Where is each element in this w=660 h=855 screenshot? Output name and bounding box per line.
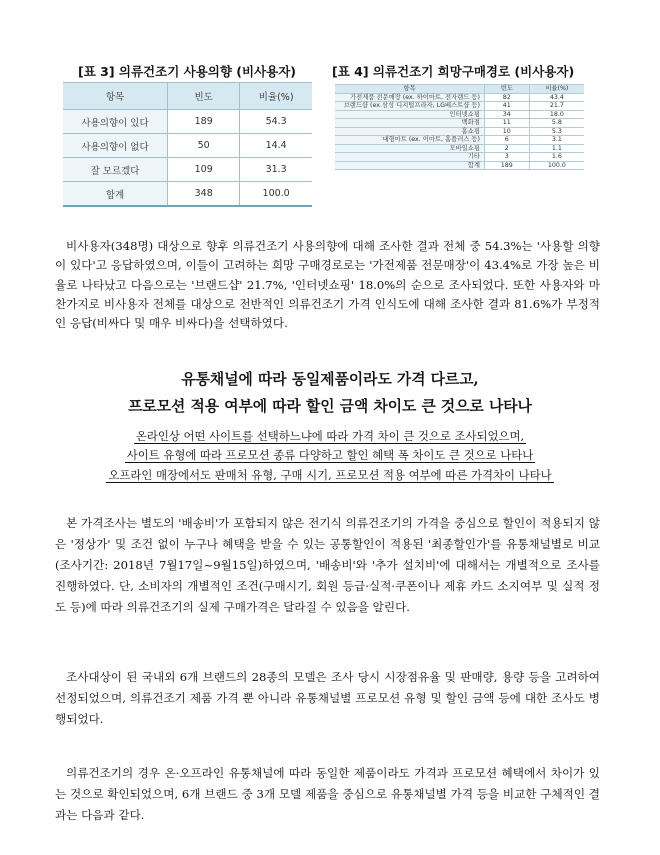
row-label: 사용의향이 있다 [63,110,168,134]
table4-caption: [표 4] 의류건조기 희망구매경로 (비사용자) [332,64,575,79]
row-label: 모바일쇼핑 [335,144,484,153]
percent-cell: 100.0 [529,161,584,170]
table-header-row [335,85,584,94]
table-header-row [63,83,312,110]
table-row [63,110,312,134]
percent-cell: 1.1 [529,144,584,153]
row-label: 인터넷쇼핑 [335,110,484,119]
row-label: 홈쇼핑 [335,127,484,136]
headline-line-2: 프로모션 적용 여부에 따라 할인 금액 차이도 큰 것으로 나타나 [128,398,532,415]
body-paragraph-4: 의류건조기의 경우 온·오프라인 유통채널에 따라 동일한 제품이라도 가격과 프로모션 혜택에서 차이가 있는 것으로 확인되었으며, 6개 브랜드 중 3개 모델 제품을 중심으로 유통채널별 가격 등을 비교한 구체적인 결과는 다음과 같다. [55,766,600,822]
percent-cell: 100.0 [240,182,312,207]
table-row [335,102,584,111]
table-row [335,153,584,162]
column-header: 항목 [63,83,168,110]
frequency-cell: 348 [168,182,240,207]
frequency-cell: 3 [484,153,529,162]
frequency-cell: 109 [168,158,240,182]
subheadline-text: 오프라인 매장에서도 판매처 유형, 구매 시기, 프로모션 적용 여부에 따른 가격차이 나타나 [108,468,552,482]
subheadline-text: 온라인상 어떤 사이트를 선택하느냐에 따라 가격 차이 큰 것으로 조사되었으며, [135,429,525,443]
percent-cell: 14.4 [240,134,312,158]
frequency-cell: 6 [484,136,529,145]
row-label: 기타 [335,153,484,162]
frequency-cell: 2 [484,144,529,153]
frequency-cell: 189 [168,110,240,134]
frequency-cell: 34 [484,110,529,119]
table-row [335,136,584,145]
table-row [335,93,584,102]
frequency-cell: 11 [484,119,529,128]
row-label: 대형마트 (ex. 이마트, 홈플러스 등) [335,136,484,145]
row-label: 브랜드샵 (ex.삼성 디지털프라자, LG베스트샵 등) [335,102,484,111]
percent-cell: 21.7 [529,102,584,111]
percent-cell: 54.3 [240,110,312,134]
row-label: 백화점 [335,119,484,128]
body-paragraph-2: 본 가격조사는 별도의 '배송비'가 포함되지 않은 전기식 의류건조기의 가격을 중심으로 할인이 적용되지 않은 '정상가' 및 조건 없이 누구나 혜택을 받을 수 있는 공통할인이 적용된 '최종할인가'를 유통채널별로 비교(조사기간: 2018년 7월17일~9월15일)하였으며, '배송비'와 '추가 설치비'에 대해서는 개별적으로 조사를 진행하였다. 단, 소비자의 개별적인 조건(구매시기, 회원 등급·실적·쿠폰이나 제휴 카드 소지여부 및 실적 정도 등)에 따라 의류건조기의 실제 구매가격은 달라질 수 있음을 알린다. [55,516,600,614]
column-header: 비율(%) [240,83,312,110]
column-header: 빈도 [484,85,529,94]
body-paragraph-3: 조사대상이 된 국내외 6개 브랜드의 28종의 모델은 조사 당시 시장점유율 및 판매량, 용량 등을 고려하여 선정되었으며, 의류건조기 제품 가격 뿐 아니라 유통채널별 프로모션 유형 및 할인 금액 등에 대한 조사도 병행되었다. [55,670,600,726]
table-total-row [63,182,312,207]
frequency-cell: 41 [484,102,529,111]
percent-cell: 18.0 [529,110,584,119]
percent-cell: 5.8 [529,119,584,128]
column-header: 비율(%) [529,85,584,94]
table-row [335,144,584,153]
table-row [63,158,312,182]
column-header: 빈도 [168,83,240,110]
table-row [63,134,312,158]
table3-caption: [표 3] 의류건조기 사용의향 (비사용자) [78,64,297,79]
column-header: 항목 [335,85,484,94]
frequency-cell: 82 [484,93,529,102]
subheadline-line-2 [0,447,660,463]
table-row [335,119,584,128]
purchase-channel-table [335,84,584,170]
frequency-cell: 10 [484,127,529,136]
row-label: 합계 [335,161,484,170]
table-row [335,127,584,136]
table-total-row [335,161,584,170]
usage-intention-table [63,82,312,207]
headline-line-1: 유통채널에 따라 동일제품이라도 가격 다르고, [181,371,479,388]
percent-cell: 5.3 [529,127,584,136]
subheadline-text: 사이트 유형에 따라 프로모션 종류 다양하고 할인 혜택 폭 차이도 큰 것으로 나타나 [126,448,534,462]
subheadline-line-1 [0,428,660,444]
percent-cell: 31.3 [240,158,312,182]
frequency-cell: 50 [168,134,240,158]
row-label: 잘 모르겠다 [63,158,168,182]
body-paragraph-1: 비사용자(348명) 대상으로 향후 의류건조기 사용의향에 대해 조사한 결과 전체 중 54.3%는 '사용할 의향이 있다'고 응답하였으며, 이들이 고려하는 희망 구매경로로는 '가전제품 전문매장'이 43.4%로 가장 높은 비율로 나타났고 다음으로는 '브랜드샵' 21.7%, '인터넷쇼핑' 18.0%의 순으로 조사되었다. 또한 사용자와 마찬가지로 비사용자 전체를 대상으로 전반적인 의류건조기 가격 인식도에 대해 조사한 결과 81.6%가 부정적인 응답(비싸다 및 매우 비싸다)을 선택하였다. [55,239,600,331]
row-label: 합계 [63,182,168,207]
percent-cell: 3.1 [529,136,584,145]
row-label: 가전제품 전문매장 (ex. 하이마트, 전자랜드 등) [335,93,484,102]
frequency-cell: 189 [484,161,529,170]
table-row [335,110,584,119]
subheadline-line-3 [0,467,660,483]
row-label: 사용의향이 없다 [63,134,168,158]
percent-cell: 1.6 [529,153,584,162]
percent-cell: 43.4 [529,93,584,102]
